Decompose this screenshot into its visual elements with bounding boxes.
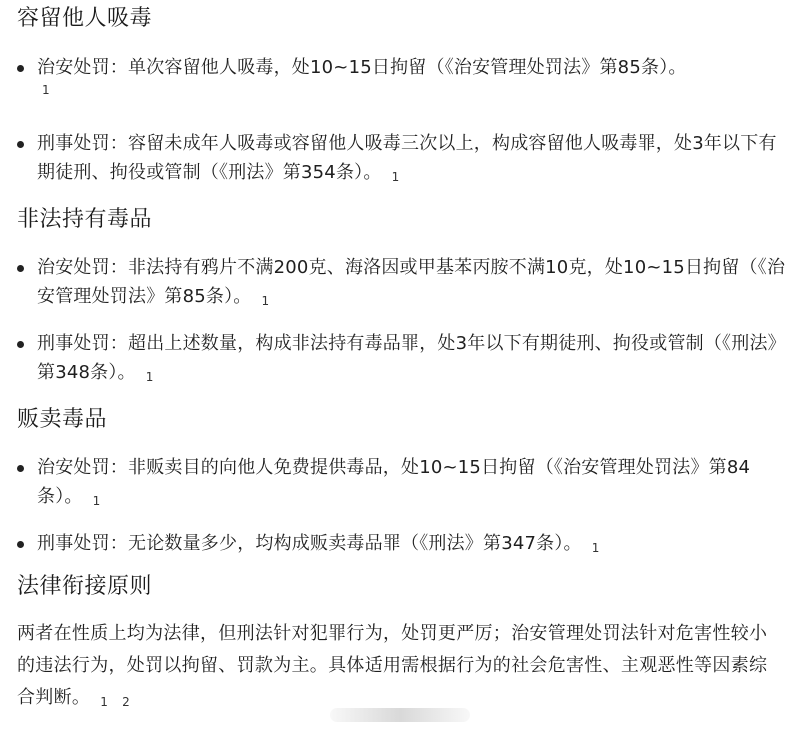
bullet-dot-icon: [17, 265, 24, 272]
citation-link[interactable]: 1: [42, 83, 50, 97]
list-item: [17, 453, 787, 513]
section-heading-harboring: 容留他人吸毒: [17, 6, 153, 31]
citation-link[interactable]: 1: [92, 494, 101, 508]
item-text: 治安处罚：非贩卖目的向他人免费提供毒品，处10~15日拘留（《治安管理处罚法》第84条）。: [37, 457, 751, 507]
list-item: [17, 253, 787, 313]
citation-link[interactable]: 1: [100, 695, 109, 709]
principle-paragraph: [17, 618, 782, 715]
list-item: [17, 129, 787, 189]
citation-link[interactable]: 1: [591, 541, 600, 555]
item-text: 刑事处罚：超出上述数量，构成非法持有毒品罪，处3年以下有期徒刑、拘役或管制（《刑法》第348条）。: [37, 333, 786, 383]
item-text: 治安处罚：非法持有鸦片不满200克、海洛因或甲基苯丙胺不满10克，处10~15日拘留（《治安管理处罚法》第85条）。: [37, 257, 786, 307]
citation-link[interactable]: 1: [261, 294, 270, 308]
bullet-dot-icon: [17, 465, 24, 472]
citation-link[interactable]: 2: [122, 695, 131, 709]
section-heading-principle: 法律衔接原则: [17, 574, 153, 599]
paragraph-text: 两者在性质上均为法律，但刑法针对犯罪行为，处罚更严厉；治安管理处罚法针对危害性较小的违法行为，处罚以拘留、罚款为主。具体适用需根据行为的社会危害性、主观恶性等因素综合判断。: [17, 623, 768, 708]
list-item: [17, 529, 787, 560]
section-heading-possession: 非法持有毒品: [17, 207, 153, 232]
bullet-dot-icon: [17, 341, 24, 348]
item-text: 刑事处罚：无论数量多少，均构成贩卖毒品罪（《刑法》第347条）。: [37, 533, 582, 554]
bullet-dot-icon: [17, 141, 24, 148]
section-heading-trafficking: 贩卖毒品: [17, 407, 108, 432]
bullet-dot-icon: [17, 541, 24, 548]
item-text: 治安处罚：单次容留他人吸毒，处10~15日拘留（《治安管理处罚法》第85条）。: [37, 57, 687, 78]
list-item: [17, 53, 787, 98]
citation-link[interactable]: 1: [145, 370, 154, 384]
citation-link[interactable]: 1: [391, 170, 400, 184]
item-text: 刑事处罚：容留未成年人吸毒或容留他人吸毒三次以上，构成容留他人吸毒罪，处3年以下有期徒刑、拘役或管制（《刑法》第354条）。: [37, 133, 777, 183]
bullet-dot-icon: [17, 65, 24, 72]
list-item: [17, 329, 787, 389]
watermark: [330, 708, 470, 722]
